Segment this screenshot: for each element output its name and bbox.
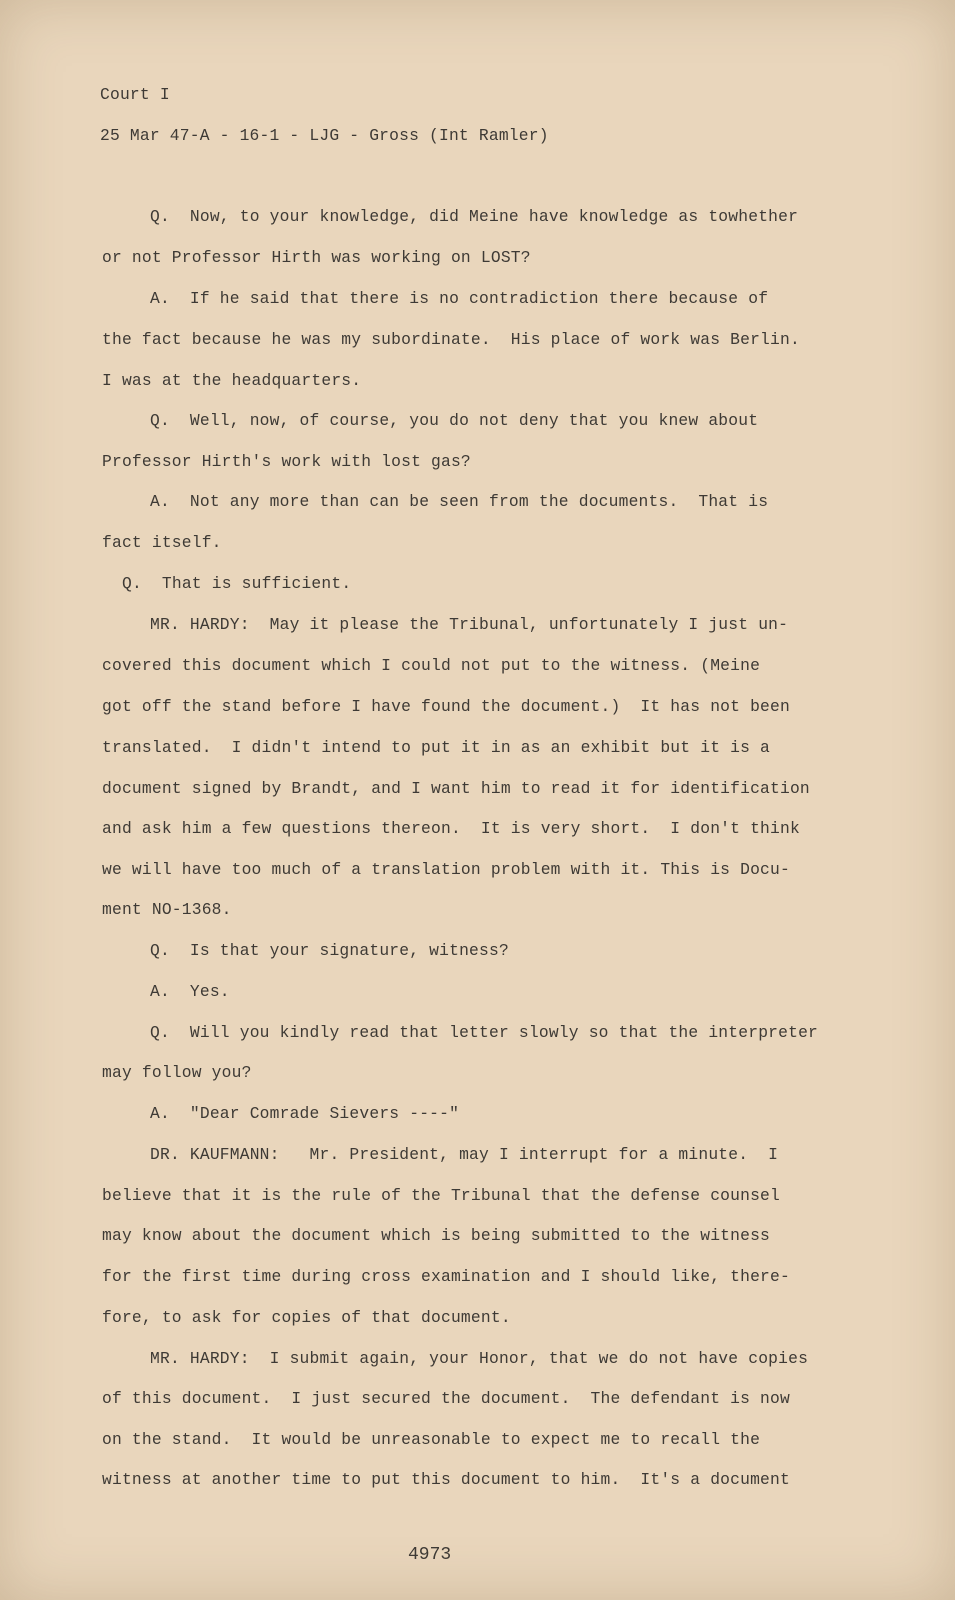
- transcript-line-23: A. "Dear Comrade Sievers ----": [150, 1104, 460, 1123]
- transcript-line-19: Q. Is that your signature, witness?: [150, 941, 509, 960]
- page-number: 4973: [408, 1545, 452, 1565]
- transcript-line-14: translated. I didn't intend to put it in as an exhibit but it is a: [102, 738, 771, 757]
- transcript-line-18: ment NO-1368.: [102, 900, 232, 919]
- transcript-line-7: Professor Hirth's work with lost gas?: [102, 452, 471, 471]
- transcript-line-17: we will have too much of a translation problem with it. This is Docu-: [102, 860, 790, 879]
- transcript-line-26: may know about the document which is being submitted to the witness: [102, 1226, 771, 1245]
- transcript-line-25: believe that it is the rule of the Tribunal that the defense counsel: [102, 1186, 780, 1205]
- court-heading: Court I: [100, 85, 170, 104]
- transcript-line-13: got off the stand before I have found the document.) It has not been: [102, 697, 790, 716]
- transcript-line-10: Q. That is sufficient.: [122, 574, 352, 593]
- session-line: 25 Mar 47-A - 16-1 - LJG - Gross (Int Ramler): [100, 126, 549, 145]
- transcript-line-5: I was at the headquarters.: [102, 371, 362, 390]
- transcript-line-24: DR. KAUFMANN: Mr. President, may I interrupt for a minute. I: [150, 1145, 779, 1164]
- transcript-line-1: Q. Now, to your knowledge, did Meine have knowledge as towhether: [150, 207, 799, 226]
- transcript-line-3: A. If he said that there is no contradiction there because of: [150, 289, 769, 308]
- transcript-line-28: fore, to ask for copies of that document.: [102, 1308, 511, 1327]
- transcript-line-21: Q. Will you kindly read that letter slowly so that the interpreter: [150, 1023, 819, 1042]
- transcript-line-32: witness at another time to put this document to him. It's a document: [102, 1470, 790, 1489]
- transcript-line-12: covered this document which I could not put to the witness. (Meine: [102, 656, 761, 675]
- transcript-line-4: the fact because he was my subordinate. His place of work was Berlin.: [102, 330, 800, 349]
- transcript-line-29: MR. HARDY: I submit again, your Honor, that we do not have copies: [150, 1349, 809, 1368]
- transcript-line-2: or not Professor Hirth was working on LOST?: [102, 248, 531, 267]
- transcript-line-27: for the first time during cross examination and I should like, there-: [102, 1267, 790, 1286]
- transcript-line-22: may follow you?: [102, 1063, 252, 1082]
- transcript-line-31: on the stand. It would be unreasonable to expect me to recall the: [102, 1430, 761, 1449]
- transcript-line-11: MR. HARDY: May it please the Tribunal, unfortunately I just un-: [150, 615, 789, 634]
- transcript-line-6: Q. Well, now, of course, you do not deny that you knew about: [150, 411, 759, 430]
- transcript-line-9: fact itself.: [102, 533, 222, 552]
- transcript-line-30: of this document. I just secured the document. The defendant is now: [102, 1389, 790, 1408]
- transcript-line-16: and ask him a few questions thereon. It is very short. I don't think: [102, 819, 800, 838]
- transcript-line-8: A. Not any more than can be seen from the documents. That is: [150, 492, 769, 511]
- transcript-line-15: document signed by Brandt, and I want him to read it for identification: [102, 779, 810, 798]
- transcript-line-20: A. Yes.: [150, 982, 230, 1001]
